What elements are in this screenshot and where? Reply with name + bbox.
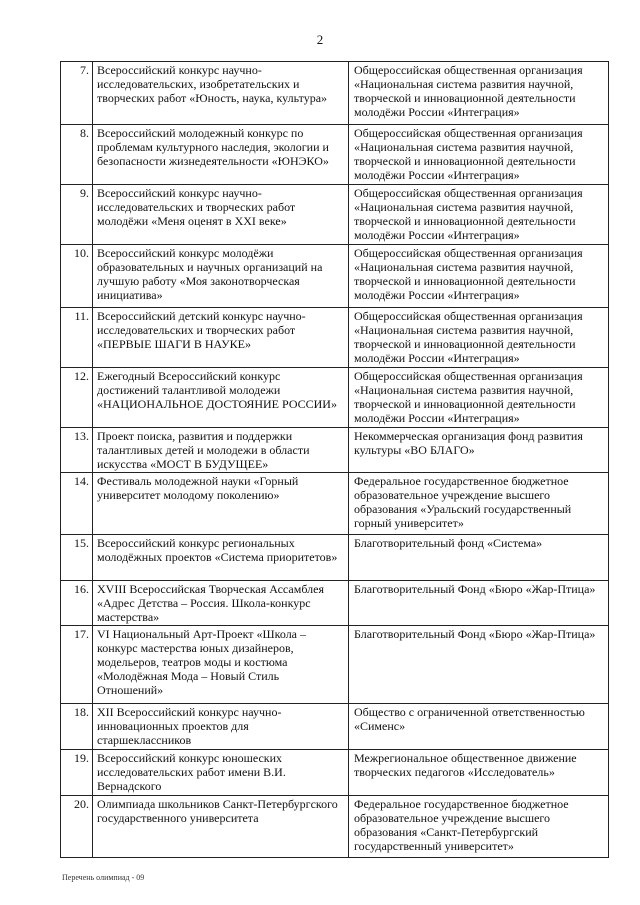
- row-number: 15.: [61, 535, 93, 581]
- row-number: 14.: [61, 473, 93, 535]
- table-row: [61, 473, 609, 535]
- row-number: 17.: [61, 626, 93, 704]
- organizer-name: Общероссийская общественная организация «Национальная система развития научной, творческой и инновационной деятельности молодёжи России «Интеграция»: [349, 368, 609, 428]
- organizer-name: Общероссийская общественная организация «Национальная система развития научной, творческой и инновационной деятельности молодёжи России «Интеграция»: [349, 245, 609, 308]
- table-row: [61, 368, 609, 428]
- event-name: Ежегодный Всероссийский конкурс достижений талантливой молодежи «НАЦИОНАЛЬНОЕ ДОСТОЯНИЕ РОССИИ»: [93, 368, 349, 428]
- row-number: 10.: [61, 245, 93, 308]
- table-row: [61, 428, 609, 473]
- event-name: Олимпиада школьников Санкт-Петербургского государственного университета: [93, 796, 349, 858]
- event-name: XII Всероссийский конкурс научно-инновационных проектов для старшеклассников: [93, 704, 349, 750]
- table-row: [61, 704, 609, 750]
- organizer-name: Некоммерческая организация фонд развития культуры «ВО БЛАГО»: [349, 428, 609, 473]
- table-row: [61, 185, 609, 245]
- event-name: Всероссийский конкурс региональных молодёжных проектов «Система приоритетов»: [93, 535, 349, 581]
- row-number: 16.: [61, 581, 93, 626]
- organizer-name: Общероссийская общественная организация «Национальная система развития научной, творческой и инновационной деятельности молодёжи России «Интеграция»: [349, 125, 609, 185]
- table-row: [61, 626, 609, 704]
- event-name: Всероссийский молодежный конкурс по проблемам культурного наследия, экологии и безопасности жизнедеятельности «ЮНЭКО»: [93, 125, 349, 185]
- row-number: 13.: [61, 428, 93, 473]
- event-name: XVIII Всероссийская Творческая Ассамблея «Адрес Детства – Россия. Школа-конкурс мастерства»: [93, 581, 349, 626]
- event-name: Всероссийский детский конкурс научно-исследовательских и творческих работ «ПЕРВЫЕ ШАГИ В НАУКЕ»: [93, 308, 349, 368]
- row-number: 7.: [61, 62, 93, 125]
- event-name: Всероссийский конкурс научно-исследовательских, изобретательских и творческих работ «Юность, наука, культура»: [93, 62, 349, 125]
- event-name: VI Национальный Арт-Проект «Школа – конкурс мастерства юных дизайнеров, модельеров, театров моды и костюма «Молодёжная Мода – Новый Стиль Отношений»: [93, 626, 349, 704]
- organizer-name: Федеральное государственное бюджетное образовательное учреждение высшего образования «Санкт-Петербургский государственный университет»: [349, 796, 609, 858]
- table-row: [61, 125, 609, 185]
- event-name: Всероссийский конкурс юношеских исследовательских работ имени В.И. Вернадского: [93, 750, 349, 796]
- row-number: 12.: [61, 368, 93, 428]
- organizer-name: Благотворительный Фонд «Бюро «Жар-Птица»: [349, 626, 609, 704]
- organizer-name: Федеральное государственное бюджетное образовательное учреждение высшего образования «Уральский государственный горный университет»: [349, 473, 609, 535]
- organizer-name: Благотворительный фонд «Система»: [349, 535, 609, 581]
- event-name: Всероссийский конкурс научно-исследовательских и творческих работ молодёжи «Меня оценят в XXI веке»: [93, 185, 349, 245]
- organizer-name: Межрегиональное общественное движение творческих педагогов «Исследователь»: [349, 750, 609, 796]
- organizer-name: Общероссийская общественная организация «Национальная система развития научной, творческой и инновационной деятельности молодёжи России «Интеграция»: [349, 185, 609, 245]
- organizer-name: Благотворительный Фонд «Бюро «Жар-Птица»: [349, 581, 609, 626]
- table-row: [61, 796, 609, 858]
- olympiad-list-table: [60, 61, 609, 858]
- event-name: Всероссийский конкурс молодёжи образовательных и научных организаций на лучшую работу «Моя законотворческая инициатива»: [93, 245, 349, 308]
- table-row: [61, 245, 609, 308]
- table-row: [61, 750, 609, 796]
- table-row: [61, 535, 609, 581]
- row-number: 18.: [61, 704, 93, 750]
- event-name: Проект поиска, развития и поддержки талантливых детей и молодежи в области искусства «МОСТ В БУДУЩЕЕ»: [93, 428, 349, 473]
- organizer-name: Общероссийская общественная организация «Национальная система развития научной, творческой и инновационной деятельности молодёжи России «Интеграция»: [349, 62, 609, 125]
- row-number: 11.: [61, 308, 93, 368]
- row-number: 8.: [61, 125, 93, 185]
- row-number: 9.: [61, 185, 93, 245]
- organizer-name: Общероссийская общественная организация «Национальная система развития научной, творческой и инновационной деятельности молодёжи России «Интеграция»: [349, 308, 609, 368]
- table-row: [61, 308, 609, 368]
- footer-label: Перечень олимпиад - 09: [62, 873, 145, 882]
- organizer-name: Общество с ограниченной ответственностью «Сименс»: [349, 704, 609, 750]
- page-number: 2: [316, 32, 324, 47]
- row-number: 19.: [61, 750, 93, 796]
- table-row: [61, 62, 609, 125]
- row-number: 20.: [61, 796, 93, 858]
- table-row: [61, 581, 609, 626]
- event-name: Фестиваль молодежной науки «Горный университет молодому поколению»: [93, 473, 349, 535]
